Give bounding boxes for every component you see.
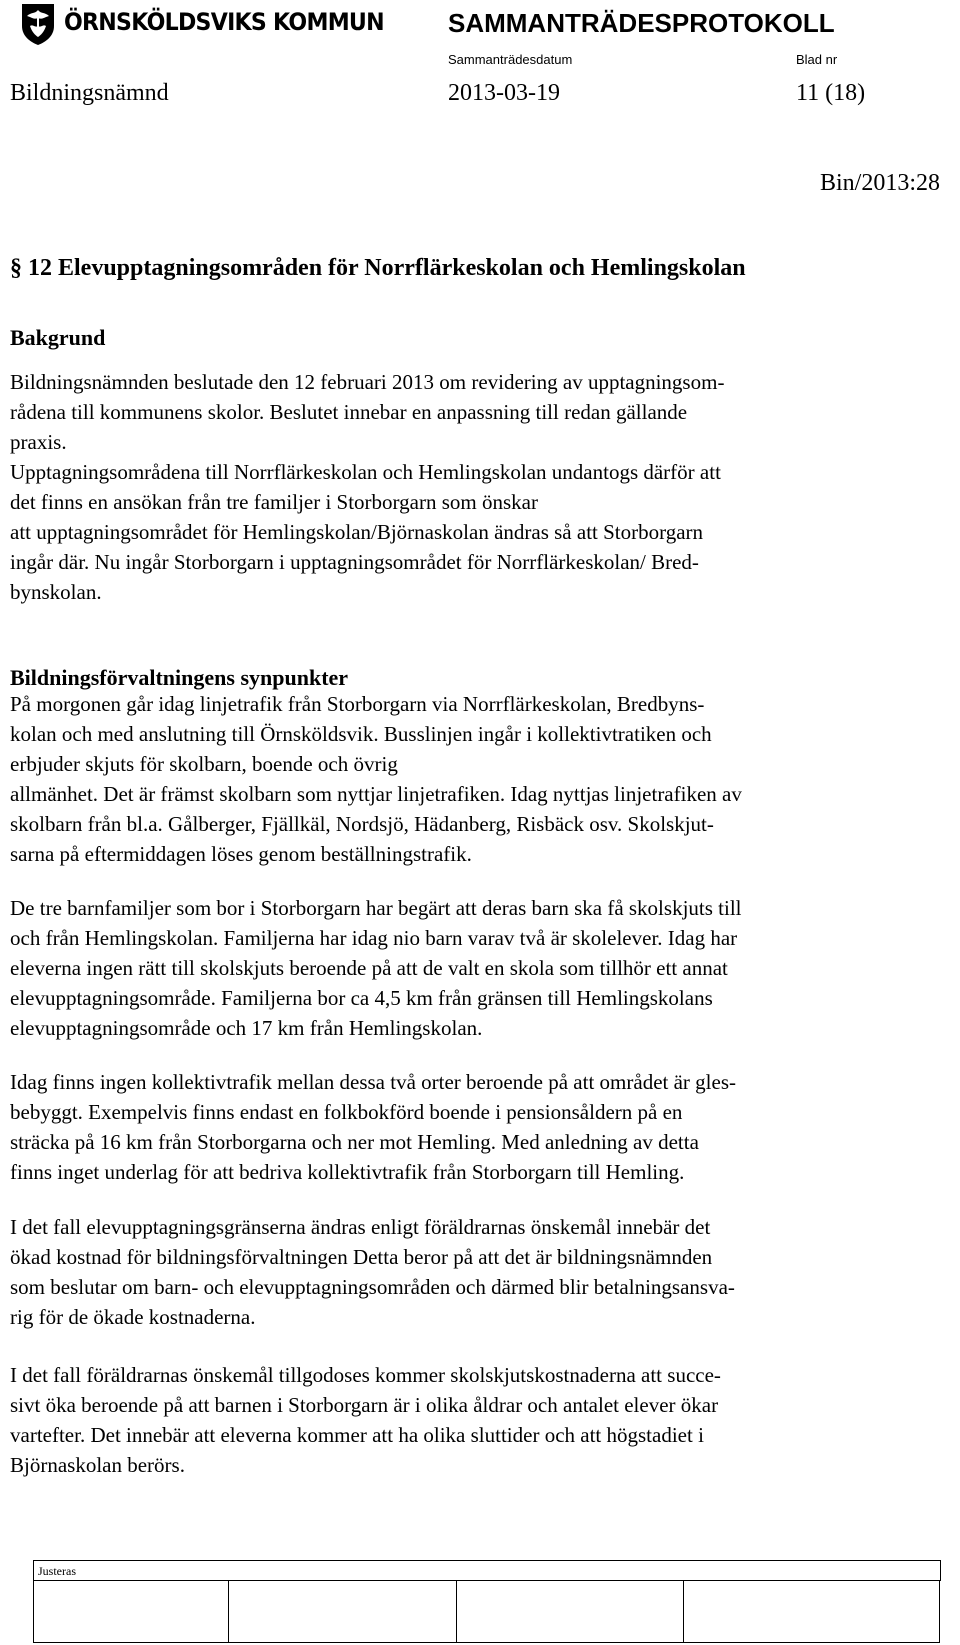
signature-cell[interactable]: [34, 1581, 229, 1643]
text-line: och från Hemlingskolan. Familjerna har idag nio barn varav två är skolelever. Idag har: [10, 926, 738, 950]
text-line: sarna på eftermiddagen löses genom beställningstrafik.: [10, 842, 472, 866]
text-line: sivt öka beroende på att barnen i Storborgarn är i olika åldrar och antalet elever ökar: [10, 1393, 719, 1417]
text-line: det finns en ansökan från tre familjer i Storborgarn som önskar: [10, 490, 538, 514]
text-line: På morgonen går idag linjetrafik från Storborgarn via Norrflärkeskolan, Bredbyns-: [10, 692, 705, 716]
text-line: att upptagningsområdet för Hemlingskolan/Björnaskolan ändras så att Storborgarn: [10, 520, 704, 544]
text-line: Bildningsnämnden beslutade den 12 februari 2013 om revidering av upptagningsom-: [10, 370, 725, 394]
text-line: Björnaskolan berörs.: [10, 1453, 185, 1477]
municipal-crest-icon: [20, 2, 56, 46]
text-line: Idag finns ingen kollektivtrafik mellan dessa två orter beroende på att området är gles-: [10, 1070, 736, 1094]
organization-name: ÖRNSKÖLDSVIKS KOMMUN: [64, 8, 384, 36]
signature-label: Justeras: [38, 1564, 76, 1578]
meeting-date: 2013-03-19: [448, 80, 560, 106]
text-line: elevupptagningsområde. Familjerna bor ca 4,5 km från gränsen till Hemlingskolans: [10, 986, 713, 1010]
background-heading: Bakgrund: [10, 325, 106, 350]
signature-cell[interactable]: [228, 1581, 456, 1643]
background-paragraph: [10, 367, 945, 607]
text-line: vartefter. Det innebär att eleverna kommer att ha olika sluttider och att högstadiet i: [10, 1423, 704, 1447]
document-type: SAMMANTRÄDESPROTOKOLL: [448, 8, 835, 38]
text-line: De tre barnfamiljer som bor i Storborgarn har begärt att deras barn ska få skolskjuts till: [10, 896, 742, 920]
page-number: 11 (18): [796, 80, 866, 106]
page-number-label: Blad nr: [796, 52, 838, 67]
views-heading: Bildningsförvaltningens synpunkter: [10, 665, 349, 690]
text-line: bynskolan.: [10, 580, 102, 604]
text-line: bebyggt. Exempelvis finns endast en folkbokförd boende i pensionsåldern på en: [10, 1100, 683, 1124]
text-line: Upptagningsområdena till Norrflärkeskolan och Hemlingskolan undantogs därför att: [10, 460, 721, 484]
text-line: rådena till kommunens skolor. Beslutet innebar en anpassning till redan gällande: [10, 400, 688, 424]
text-line: sträcka på 16 km från Storborgarna och ner mot Hemling. Med anledning av detta: [10, 1130, 699, 1154]
meeting-date-label: Sammanträdesdatum: [448, 52, 573, 67]
paragraph-consequences: [10, 1360, 945, 1480]
signature-cell[interactable]: [684, 1581, 940, 1643]
signature-header-frame: [33, 1560, 941, 1581]
committee-name: Bildningsnämnd: [10, 80, 169, 106]
paragraph-traffic: [10, 689, 945, 869]
text-line: ökad kostnad för bildningsförvaltningen Detta beror på att det är bildningsnämnden: [10, 1245, 713, 1269]
paragraph-no-transit: [10, 1067, 945, 1187]
text-line: erbjuder skjuts för skolbarn, boende och övrig: [10, 752, 398, 776]
text-line: allmänhet. Det är främst skolbarn som nyttjar linjetrafiken. Idag nyttjas linjetrafiken av: [10, 782, 742, 806]
text-line: som beslutar om barn- och elevupptagningsområden och därmed blir betalningsansva-: [10, 1275, 735, 1299]
text-line: eleverna ingen rätt till skolskjuts beroende på att de valt en skola som tillhör ett annat: [10, 956, 728, 980]
text-line: ingår där. Nu ingår Storborgarn i upptagningsområdet för Norrflärkeskolan/ Bred-: [10, 550, 699, 574]
section-title: § 12 Elevupptagningsområden för Norrflärkeskolan och Hemlingskolan: [10, 255, 746, 281]
text-line: elevupptagningsområde och 17 km från Hemlingskolan.: [10, 1016, 483, 1040]
signature-cell[interactable]: [456, 1581, 684, 1643]
text-line: kolan och med anslutning till Örnsköldsvik. Busslinjen ingår i kollektivtratiken och: [10, 722, 712, 746]
text-line: I det fall elevupptagningsgränserna ändras enligt föräldrarnas önskemål innebär det: [10, 1215, 711, 1239]
text-line: I det fall föräldrarnas önskemål tillgodoses kommer skolskjutskostnaderna att succe-: [10, 1363, 721, 1387]
signature-table: [33, 1580, 940, 1643]
text-line: rig för de ökade kostnaderna.: [10, 1305, 256, 1329]
text-line: skolbarn från bl.a. Gålberger, Fjällkäl, Nordsjö, Hädanberg, Risbäck osv. Skolskjut-: [10, 812, 714, 836]
text-line: finns inget underlag för att bedriva kollektivtrafik från Storborgarn till Hemling.: [10, 1160, 685, 1184]
paragraph-families: [10, 893, 945, 1043]
paragraph-costs: [10, 1212, 945, 1332]
case-reference: Bin/2013:28: [819, 170, 940, 196]
text-line: praxis.: [10, 430, 67, 454]
